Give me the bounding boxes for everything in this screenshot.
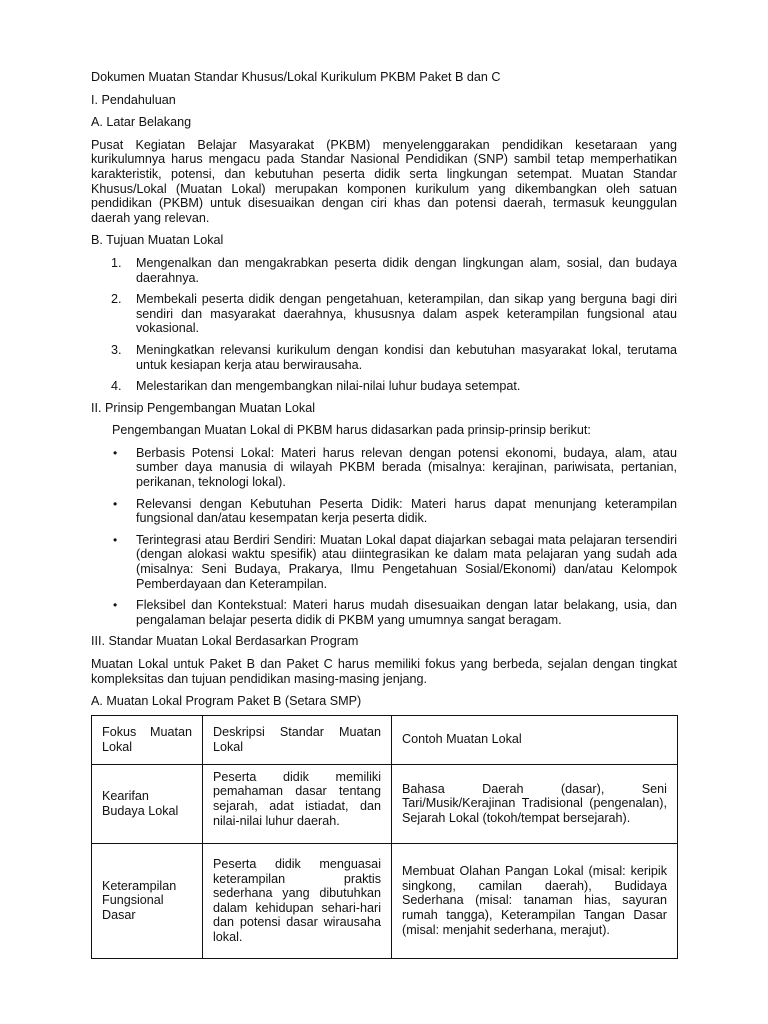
- section-3-heading: III. Standar Muatan Lokal Berdasarkan Program: [91, 634, 359, 649]
- bullet-icon: •: [113, 445, 118, 460]
- background-paragraph: Pusat Kegiatan Belajar Masyarakat (PKBM) menyelenggarakan pendidikan kesetaraan yang kurikulumnya harus mengacu pada Standar Nasional Pendidikan (SNP) sambil tetap memperhatikan karakteristik, potensi, dan kebutuhan peserta didik serta lingkungan setempat. Muatan Standar Khusus/Lokal (Muatan Lokal) merupakan komponen kurikulum yang dikembangkan oleh satuan pendidikan (PKBM) untuk disesuaikan dengan ciri khas dan potensi daerah, termasuk keunggulan daerah yang relevan.: [91, 137, 677, 225]
- list-item: • Berbasis Potensi Lokal: Materi harus relevan dengan potensi ekonomi, budaya, alam, atau sumber daya manusia di wilayah PKBM berada (misalnya: kerajinan, pariwisata, pertanian, perikanan, teknologi lokal).: [113, 445, 677, 490]
- table-cell: Membuat Olahan Pangan Lokal (misal: keripik singkong, camilan daerah), Budidaya Sederhana (misal: tanaman hias, sayuran rumah tangga), Keterampilan Tangan Dasar (misal: menjahit sederhana, merajut).: [392, 843, 678, 958]
- document-title: Dokumen Muatan Standar Khusus/Lokal Kurikulum PKBM Paket B dan C: [91, 70, 501, 84]
- table-header-cell: Deskripsi Standar Muatan Lokal: [203, 715, 392, 764]
- bullet-icon: •: [113, 496, 118, 511]
- list-item: 2. Membekali peserta didik dengan pengetahuan, keterampilan, dan sikap yang berguna bagi diri sendiri dan masyarakat daerahnya, khususnya dalam aspek keterampilan fungsional atau vokasional.: [111, 292, 677, 336]
- table-cell: Kearifan Budaya Lokal: [92, 764, 203, 843]
- program-intro: Muatan Lokal untuk Paket B dan Paket C harus memiliki fokus yang berbeda, sejalan dengan tingkat kompleksitas dan tujuan pendidikan masing-masing jenjang.: [91, 657, 677, 686]
- table-cell: Bahasa Daerah (dasar), Seni Tari/Musik/Kerajinan Tradisional (pengenalan), Sejarah Lokal (tokoh/tempat bersejarah).: [392, 764, 678, 843]
- subsection-1b-heading: B. Tujuan Muatan Lokal: [91, 233, 224, 248]
- table-header-row: [92, 715, 678, 764]
- table-header-cell: Fokus Muatan Lokal: [92, 715, 203, 764]
- table-row: [92, 843, 678, 958]
- principles-list: [91, 446, 677, 628]
- list-item: 1. Mengenalkan dan mengakrabkan peserta didik dengan lingkungan alam, sosial, dan budaya daerahnya.: [111, 255, 677, 285]
- section-1-heading: I. Pendahuluan: [91, 92, 176, 107]
- goals-list: [91, 256, 677, 394]
- table-row: [92, 764, 678, 843]
- table-header-cell: Contoh Muatan Lokal: [392, 715, 678, 764]
- list-item: • Relevansi dengan Kebutuhan Peserta Didik: Materi harus dapat menunjang keterampilan fungsional dan/atau kesempatan kerja peserta didik.: [113, 496, 677, 526]
- list-item: 3. Meningkatkan relevansi kurikulum dengan kondisi dan kebutuhan masyarakat lokal, terutama untuk kesiapan kerja atau berwirausaha.: [111, 342, 677, 372]
- subsection-3a-heading: A. Muatan Lokal Program Paket B (Setara SMP): [91, 694, 362, 709]
- paket-b-table: [91, 715, 678, 959]
- section-2-heading: II. Prinsip Pengembangan Muatan Lokal: [91, 400, 316, 415]
- list-item: • Terintegrasi atau Berdiri Sendiri: Muatan Lokal dapat diajarkan sebagai mata pelajaran tersendiri (dengan alokasi waktu spesifik) atau diintegrasikan ke dalam mata pelajaran yang sudah ada (misalnya: Seni Budaya, Prakarya, Ilmu Pengetahuan Sosial/Ekonomi) dan/atau Kelompok Pemberdayaan dan Keterampilan.: [113, 532, 677, 591]
- table-cell: Peserta didik menguasai keterampilan praktis sederhana yang dibutuhkan dalam kehidupan sehari-hari dan potensi dasar wirausaha lokal.: [203, 843, 392, 958]
- list-item: 4. Melestarikan dan mengembangkan nilai-nilai luhur budaya setempat.: [111, 379, 521, 394]
- table-cell: Peserta didik memiliki pemahaman dasar tentang sejarah, adat istiadat, dan nilai-nilai luhur daerah.: [203, 764, 392, 843]
- bullet-icon: •: [113, 532, 118, 547]
- subsection-1a-heading: A. Latar Belakang: [91, 115, 192, 130]
- table-cell: Keterampilan Fungsional Dasar: [92, 843, 203, 958]
- list-item: • Fleksibel dan Kontekstual: Materi harus mudah disesuaikan dengan latar belakang, usia, dan pengalaman belajar peserta didik di PKBM yang umumnya sangat beragam.: [113, 598, 677, 627]
- principles-intro: Pengembangan Muatan Lokal di PKBM harus didasarkan pada prinsip-prinsip berikut:: [112, 423, 591, 438]
- bullet-icon: •: [113, 598, 118, 613]
